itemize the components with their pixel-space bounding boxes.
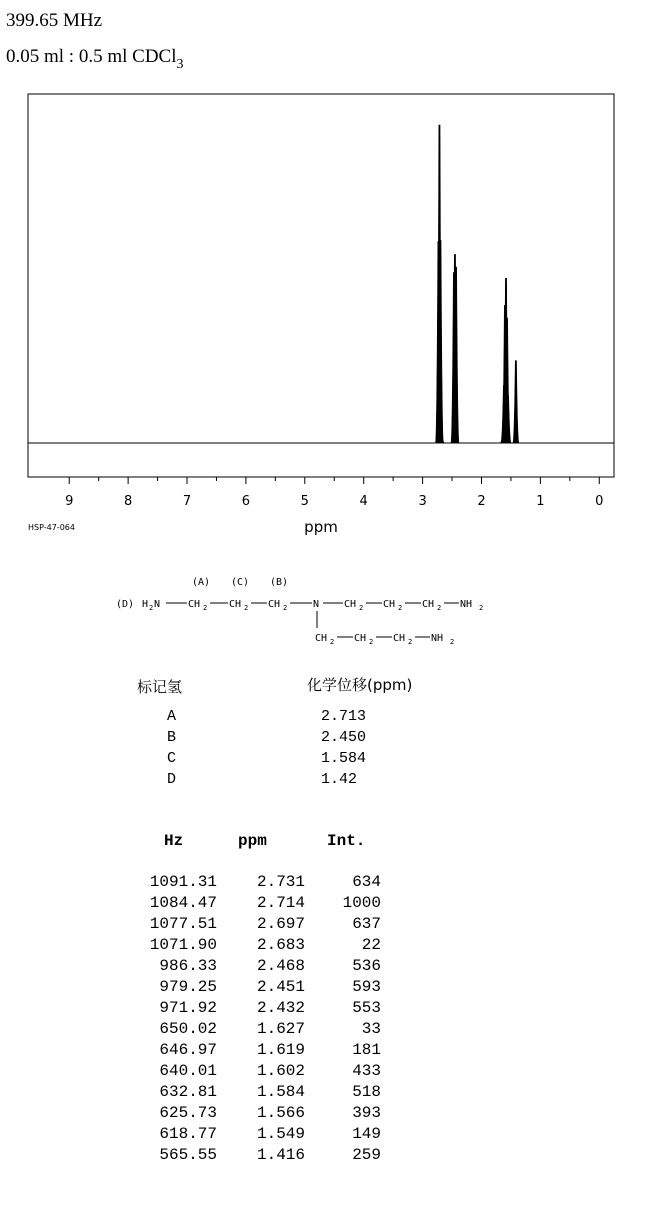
assign-label: C — [167, 750, 177, 767]
assign-label: A — [167, 708, 177, 725]
peak-hz: 1071.90 — [149, 936, 217, 954]
peak-ppm: 2.731 — [256, 873, 305, 891]
peak-ppm: 1.584 — [256, 1083, 305, 1101]
peak-hz: 618.77 — [159, 1125, 217, 1143]
peak-hz: 971.92 — [159, 999, 217, 1017]
ch2-c-sub: 2 — [244, 604, 249, 612]
peak-hz: 646.97 — [159, 1041, 217, 1059]
arm1-ch2-1-sub: 2 — [359, 604, 364, 612]
x-tick-label: 3 — [418, 494, 427, 509]
peak-intensity: 393 — [352, 1104, 381, 1122]
peak-ppm: 1.619 — [256, 1041, 305, 1059]
x-tick-label: 9 — [65, 494, 74, 509]
label-c: (C) — [231, 577, 250, 588]
assign-shift: 1.42 — [321, 771, 358, 788]
amine-h-sub: 2 — [149, 604, 154, 612]
peak-ppm: 2.432 — [256, 999, 305, 1017]
arm2-nh2-sub: 2 — [450, 638, 455, 646]
nmr-spectrum-chart — [0, 0, 652, 545]
arm2-ch2-3: CH — [393, 633, 406, 644]
arm1-ch2-1: CH — [344, 599, 357, 610]
assign-label: D — [167, 771, 177, 788]
label-a: (A) — [192, 577, 211, 588]
x-axis-label: ppm — [304, 518, 338, 536]
peak-intensity: 149 — [352, 1125, 381, 1143]
label-d: (D) — [116, 599, 135, 610]
label-b: (B) — [270, 577, 289, 588]
assign-shift: 2.713 — [321, 708, 367, 725]
assign-shift: 1.584 — [321, 750, 367, 767]
peak-intensity: 259 — [352, 1146, 381, 1164]
chemical-structure — [0, 570, 652, 670]
peak-hz: 565.55 — [159, 1146, 217, 1164]
peak-intensity: 22 — [361, 936, 381, 954]
peak-hz: 625.73 — [159, 1104, 217, 1122]
arm1-nh2-sub: 2 — [479, 604, 484, 612]
x-tick-label: 7 — [182, 494, 192, 509]
peak-intensity: 1000 — [342, 894, 381, 912]
peak-hz: 1091.31 — [149, 873, 217, 891]
peak-ppm: 1.602 — [256, 1062, 305, 1080]
peak-hz: 1084.47 — [149, 894, 217, 912]
ch2-a: CH — [188, 599, 201, 610]
peak-intensity: 637 — [352, 915, 381, 933]
arm1-ch2-2-sub: 2 — [398, 604, 403, 612]
ch2-c: CH — [229, 599, 242, 610]
arm1-ch2-3-sub: 2 — [437, 604, 442, 612]
peak-ppm: 1.416 — [256, 1146, 305, 1164]
peak-intensity: 536 — [352, 957, 381, 975]
peak-ppm: 1.566 — [256, 1104, 305, 1122]
arm2-ch2-2-sub: 2 — [369, 638, 374, 646]
peak-intensity: 553 — [352, 999, 381, 1017]
peak-ppm: 1.627 — [256, 1020, 305, 1038]
x-tick-label: 4 — [359, 494, 368, 509]
peak-hz: 979.25 — [159, 978, 217, 996]
spectrum-peaks — [435, 125, 518, 443]
arm1-ch2-3: CH — [422, 599, 435, 610]
solvent-text: 0.05 ml : 0.5 ml CDCl — [6, 46, 177, 67]
assign-label: B — [167, 729, 177, 746]
x-tick-label: 5 — [300, 494, 309, 509]
arm2-ch2-2: CH — [354, 633, 367, 644]
arm2-nh2: NH — [431, 633, 444, 644]
peak-intensity: 593 — [352, 978, 381, 996]
solvent-subscript: 3 — [176, 57, 184, 72]
spectrometer-frequency: 399.65 MHz — [6, 10, 103, 31]
x-tick-label: 8 — [123, 494, 133, 509]
peak-intensity: 433 — [352, 1062, 381, 1080]
peak-ppm: 2.451 — [256, 978, 305, 996]
peak-hz: 650.02 — [159, 1020, 217, 1038]
arm2-ch2-1-sub: 2 — [330, 638, 335, 646]
spectrum-peak — [513, 361, 519, 443]
ch2-b-sub: 2 — [283, 604, 288, 612]
x-tick-label: 0 — [595, 494, 604, 509]
arm1-nh2: NH — [460, 599, 473, 610]
x-axis-ticks — [65, 477, 603, 509]
x-tick-label: 6 — [241, 494, 251, 509]
peak-intensity: 634 — [352, 873, 381, 891]
peak-ppm: 2.697 — [256, 915, 305, 933]
peak-table-header: ppm — [238, 832, 267, 850]
ch2-b: CH — [268, 599, 281, 610]
assign-shift: 2.450 — [321, 729, 367, 746]
arm1-ch2-2: CH — [383, 599, 396, 610]
peak-hz: 632.81 — [159, 1083, 217, 1101]
peak-ppm: 1.549 — [256, 1125, 305, 1143]
arm2-ch2-1: CH — [315, 633, 328, 644]
amine-h: H — [142, 599, 149, 610]
spectrum-code: HSP-47-064 — [28, 523, 75, 532]
peak-table-header: Int. — [327, 832, 366, 850]
assign-header-label: 标记氢 — [137, 678, 183, 696]
x-tick-label: 2 — [477, 494, 486, 509]
peak-intensity: 181 — [352, 1041, 381, 1059]
peak-intensity: 518 — [352, 1083, 381, 1101]
peak-hz: 1077.51 — [149, 915, 217, 933]
peak-ppm: 2.468 — [256, 957, 305, 975]
arm2-ch2-3-sub: 2 — [408, 638, 413, 646]
ch2-a-sub: 2 — [203, 604, 208, 612]
peak-hz: 986.33 — [159, 957, 217, 975]
peak-hz: 640.01 — [159, 1062, 217, 1080]
amine-n: N — [154, 599, 161, 610]
peak-ppm: 2.683 — [256, 936, 305, 954]
tertiary-n: N — [313, 599, 320, 610]
peak-ppm: 2.714 — [256, 894, 305, 912]
plot-frame — [28, 94, 614, 477]
peak-intensity: 33 — [361, 1020, 381, 1038]
x-tick-label: 1 — [536, 494, 545, 509]
peak-table-header: Hz — [164, 832, 184, 850]
assign-header-shift: 化学位移(ppm) — [307, 676, 413, 694]
